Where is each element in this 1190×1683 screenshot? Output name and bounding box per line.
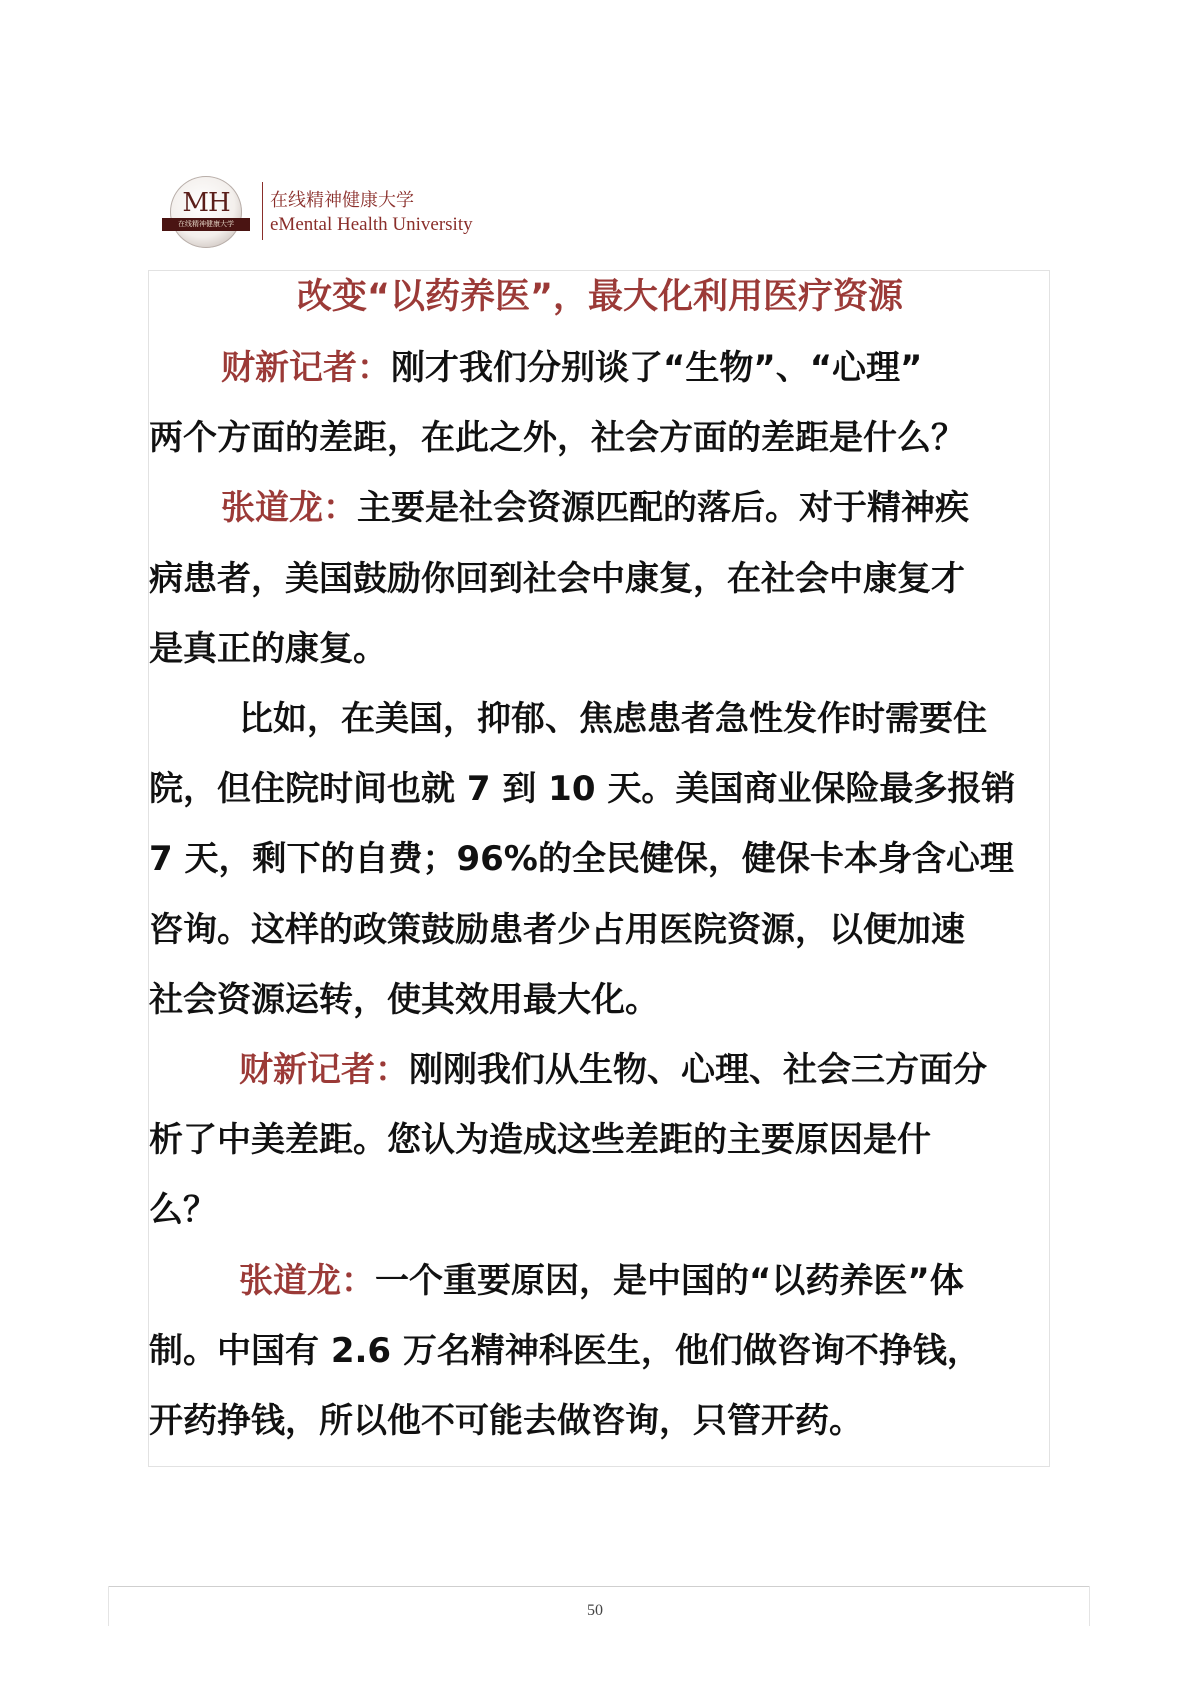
logo-divider <box>262 182 263 240</box>
paragraph-line: 院，但住院时间也就 7 到 10 天。美国商业保险最多报销 <box>149 769 1016 809</box>
paragraph-line: 7 天，剩下的自费；96%的全民健保，健保卡本身含心理 <box>149 839 1014 879</box>
paragraph-line <box>221 481 969 535</box>
paragraph-line: 析了中美差距。您认为造成这些差距的主要原因是什 <box>149 1120 931 1160</box>
paragraph-line: 比如，在美国，抑郁、焦虑患者急性发作时需要住 <box>239 699 987 739</box>
page-number: 50 <box>587 1602 603 1619</box>
seal-monogram: MH <box>182 188 230 218</box>
paragraph-line: 咨询。这样的政策鼓励患者少占用医院资源，以便加速 <box>149 910 965 950</box>
university-name-cn: 在线精神健康大学 <box>270 190 414 211</box>
line-text: 刚刚我们从生物、心理、社会三方面分 <box>409 1050 987 1090</box>
line-text: 主要是社会资源匹配的落后。对于精神疾 <box>357 488 969 528</box>
paragraph-line: 么？ <box>149 1190 217 1230</box>
line-text: 一个重要原因，是中国的“以药养医”体 <box>375 1261 964 1301</box>
speaker-label: 张道龙： <box>221 488 357 528</box>
speaker-label: 财新记者： <box>221 348 391 388</box>
article-box <box>148 270 1050 1467</box>
university-name-en: eMental Health University <box>270 214 473 235</box>
seal-band-text: 在线精神健康大学 <box>162 218 250 231</box>
footer-divider <box>108 1586 1090 1587</box>
line-text: 刚才我们分别谈了“生物”、“心理” <box>391 348 923 388</box>
paragraph-line: 是真正的康复。 <box>149 629 387 669</box>
paragraph-line: 开药挣钱，所以他不可能去做咨询，只管开药。 <box>149 1401 863 1441</box>
mh-seal-icon <box>170 176 242 248</box>
paragraph-line <box>239 1043 987 1097</box>
university-logo <box>170 176 500 248</box>
paragraph-line <box>239 1254 964 1308</box>
paragraph-line: 两个方面的差距，在此之外，社会方面的差距是什么？ <box>149 418 965 458</box>
article-title: 改变“以药养医”，最大化利用医疗资源 <box>296 277 903 317</box>
paragraph-line: 病患者，美国鼓励你回到社会中康复，在社会中康复才 <box>149 559 965 599</box>
paragraph-line <box>221 341 922 395</box>
paragraph-line: 社会资源运转，使其效用最大化。 <box>149 980 659 1020</box>
speaker-label: 张道龙： <box>239 1261 375 1301</box>
paragraph-line: 制。中国有 2.6 万名精神科医生，他们做咨询不挣钱， <box>149 1331 981 1371</box>
speaker-label: 财新记者： <box>239 1050 409 1090</box>
